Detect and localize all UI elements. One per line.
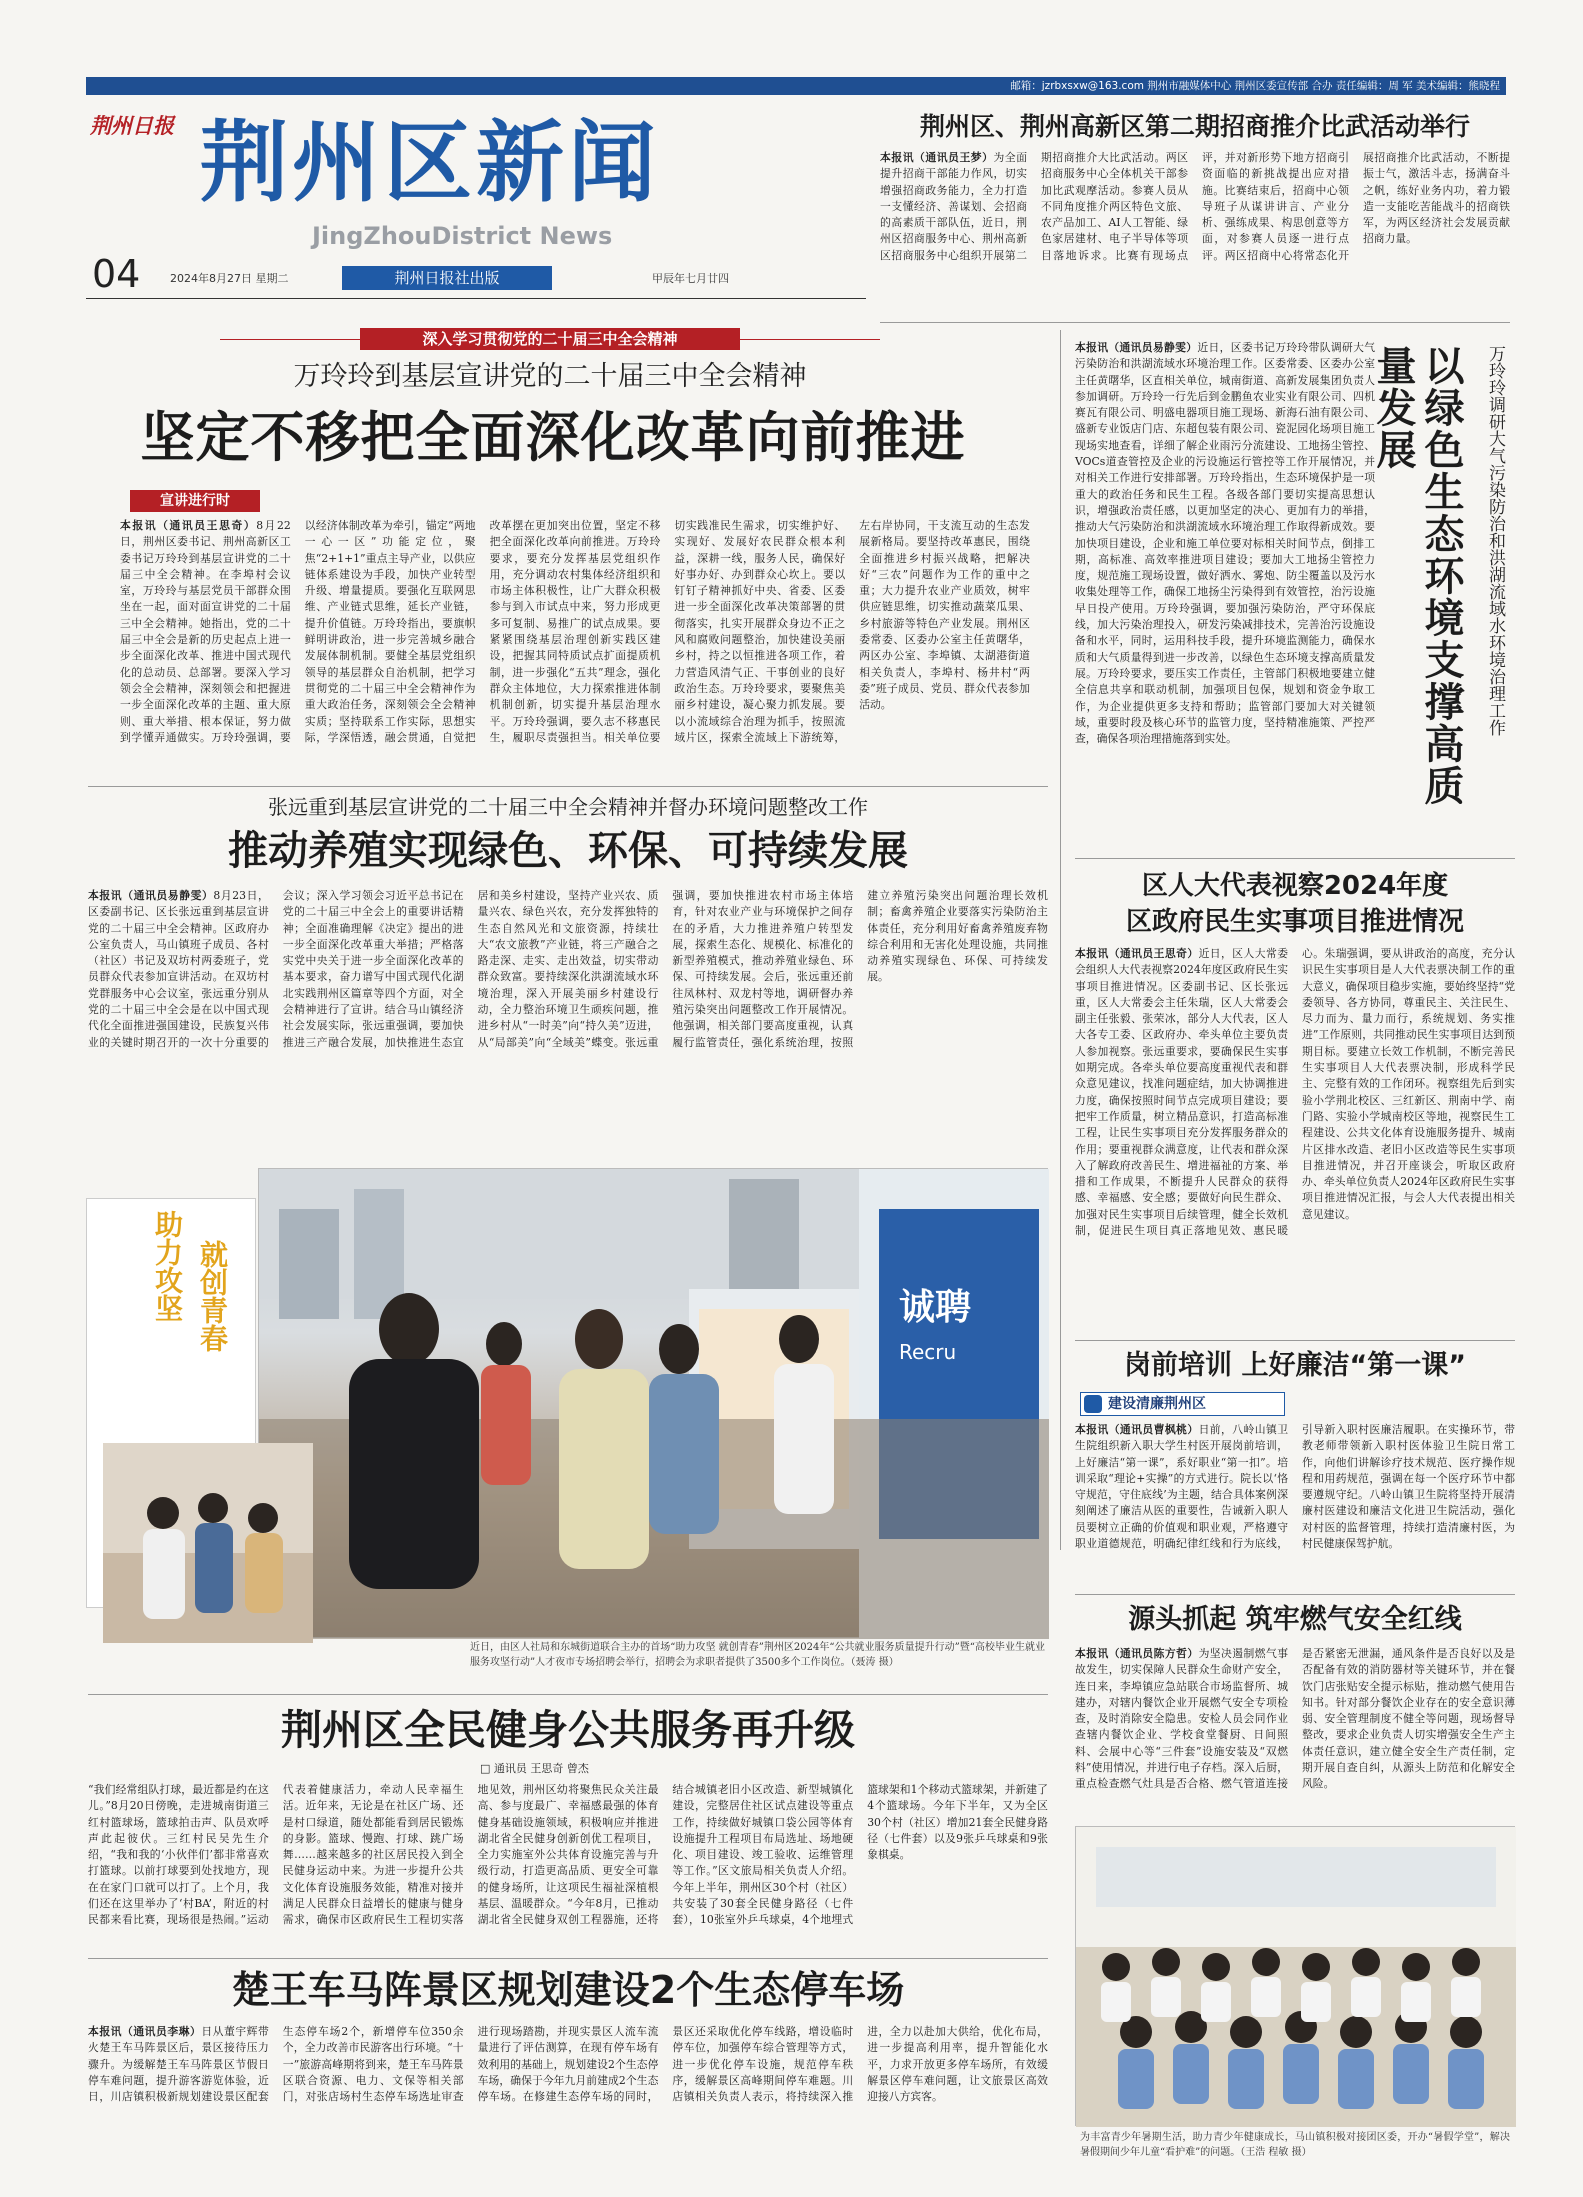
zhang-headline: 推动养殖实现绿色、环保、可持续发展 — [228, 828, 908, 874]
top-right-rule — [880, 322, 1510, 323]
fitness-body: “我们经常组队打球，最近都是约在这儿。”8月20日傍晚，走进城南街道三红村篮球场，篮球拍击声、队员欢呼声此起彼伏。三红村民吴先生介绍，“我和我的‘小伙伴们’都非常喜欢打篮球。以前打球要到处找地方，现在在家门口就可以打了。上个月，我们还在这里举办了‘村BA’，附近的村民都来看比赛，现场很是热闹。”运动代表着健康活力，牵动人民幸福生活。近年来，无论是在社区广场、还是村口绿道，随处都能看到居民锻炼的身影。篮球、慢跑、打球、跳广场舞……越来越多的社区居民投入到全民健身运动中来。为进一步提升公共文化体育设施服务效能，精准对接并满足人民群众日益增长的健康与健身需求，确保市区政府民生工程切实落地见效，荆州区幼将聚焦民众关注最高、参与度最广、幸福感最强的体育健身基础设施领域，积极响应并推进湖北省全民健身创新创优工程项目，全力实施室外公共体育设施完善与升级行动，打造更高品质、更安全可靠的健身场所，让这项民生福祉深植根基层、温暖群众。“今年8月，已推动湖北省全民健身双创工程器施，还将结合城镇老旧小区改造、新型城镇化建设，完整居住社区试点建设等重点工作，持续做好城镇口袋公园等体育设施提升工程项目布局选址、场地硬化、项目建设、竣工验收、运维管理等工作。”区文旅局相关负责人介绍。今年上半年，荆州区30个村（社区）共安装了30套全民健身路径（七件套），10张室外乒乓球桌，4个地埋式篮球架和1个移动式篮球架，并新建了4个篮球场。今年下半年，又为全区30个村（社区）增加21套全民健身路径（七件套）以及9张乒乓球桌和9张象棋桌。 — [88, 1783, 1048, 1927]
fitness-top-rule — [88, 1694, 1048, 1695]
gas-body: 本报讯（通讯员陈方哲）为坚决遏制燃气事故发生，切实保障人民群众生命财产安全，连日来，李埠镇应急站联合市场监督所、城建办，对辖内餐饮企业开展燃气安全专项检查，及时消除安全隐患。安检人员会同作业查辖内餐饮企业、学校食堂餐厨、日间照料、会展中心等“三件套”设施安装及“双燃料”使用情况，并进行电子存档。深入后厨，重点检查燃气灶具是否合格、燃气管道连接是否紧密无泄漏，通风条件是否良好以及是否配备有效的消防器材等关键环节，并在餐饮门店张贴安全提示标贴，推动燃气使用告知书。针对部分餐饮企业存在的安全意识薄弱、安全管理制度不健全等问题，现场督导整改，要求企业负责人切实增强安全生产主体责任意识，建立健全安全生产责任制，定期开展自查自纠，从源头上防范和化解安全风险。 — [1075, 1647, 1515, 1791]
clean-column-icon — [1084, 1395, 1102, 1413]
job-fair-scene — [259, 1169, 1049, 1639]
job-fair-photo — [258, 1168, 1048, 1638]
masthead-title: 荆州区新闻 — [200, 110, 661, 214]
npc-headline-2: 区政府民生实事项目推进情况 — [1125, 907, 1464, 937]
gas-headline: 源头抓起 筑牢燃气安全红线 — [1128, 1604, 1462, 1635]
npc-headline-1: 区人大代表视察2024年度 — [1141, 871, 1449, 901]
zhang-subhead: 张远重到基层宣讲党的二十届三中全会精神并督办环境问题整改工作 — [268, 795, 868, 819]
masthead-rule — [86, 298, 866, 299]
issue-date: 2024年8月27日 星期二 — [170, 272, 289, 285]
lead-body: 本报讯（通讯员王思奇）8月22日，荆州区委书记、荆州高新区工委书记万玲玲到基层宣讲党的二十届三中全会精神。在李埠村会议室，万玲玲与基层党员干部群众围坐在一起，面对面宣讲党的二十届三中全会精神。她指出，党的二十届三中全会是新的历史起点上进一步全面深化改革、推进中国式现代化的总动员、总部署。要深入学习领会全会精神，深刻领会和把握进一步全面深化改革的主题、重大原则、重大举措、根本保证，努力做到学懂弄通做实。万玲玲强调，要以经济体制改革为牵引，锚定“两地一心一区”功能定位，聚焦“2+1+1”重点主导产业，以供应链体系建设为手段，加快产业转型升级、增量提质。要强化互联网思维、产业链式思维，延长产业链，提升价值链。万玲玲指出，要旗帜鲜明讲政治，进一步完善城乡融合发展体制机制。要健全基层党组织领导的基层群众自治机制，把学习贯彻党的二十届三中全会精神作为重大政治任务，深刻领会全会精神实质；坚持联系工作实际，思想实际，学深悟透，融会贯通，自觉把改革摆在更加突出位置，坚定不移把全面深化改革向前推进。万玲玲要求，要充分发挥基层党组织作用，充分调动农村集体经济组织和市场主体积极性，让广大群众积极参与到入市试点中来，努力形成更多可复制、易推广的试点成果。要紧紧围绕基层治理创新实践区建设，把握其同特质试点扩面提质机制，进一步强化“五共”理念，强化群众主体地位，大力探索推进体制机制创新，切实提升基层治理水平。万玲玲强调，要久志不移惠民生，履职尽责强担当。相关单位要切实践准民生需求，切实维护好、实现好、发展好农民群众根本利益，深耕一线，服务人民，确保好好事办好、办到群众心坎上。要以钉钉子精神抓好中央、省委、区委进一步全面深化改革决策部署的贯彻落实，扎实开展群众身边不正之风和腐败问题整治，加快建设美丽乡村，持之以恒推进各项工作，着力营造风清气正、干事创业的良好政治生态。万玲玲要求，要聚焦美丽乡村建设，凝心聚力抓发展。要以小流域综合治理为抓手，按照流域片区，探索全流域上下游统筹，左右岸协同，干支流互动的生态发展新格局。要坚持改革惠民，围绕全面推进乡村振兴战略，把解决好“三农”问题作为工作的重中之重；大力提升农业产业质效，树牢供应链思维，切实推动蔬菜瓜果、乡村旅游等特色产业发展。荆州区委常委、区委办公室主任黄曙华，两区办公室、李埠镇、太湖港街道相关负责人，李埠村、杨井村“两委”班子成员、党员、群众代表参加活动。 — [120, 519, 1030, 744]
kicker-rule-left — [220, 339, 360, 340]
recruit-banner-text-2: Recru — [899, 1340, 957, 1364]
env-headline: 以绿色生态环境支撑高质量发展 — [1370, 345, 1464, 807]
publisher-text: 荆州日报社出版 — [394, 269, 500, 287]
summer-school-caption — [1080, 2130, 1510, 2178]
fitness-headline: 荆州区全民健身公共服务再升级 — [281, 1706, 855, 1754]
clean-body: 本报讯（通讯员曹枫桃）日前，八岭山镇卫生院组织新入职大学生村医开展岗前培训，上好廉洁“第一课”，系好职业“第一扣”。培训采取“理论+实操”的方式进行。院长以‘恪守规范，守住底线’为主题，结合具体案例深刻阐述了廉洁从医的重要性，告诫新入职人员要树立正确的价值观和职业观，严格遵守职业道德规范，明确纪律红线和行为底线，引导新入职村医廉洁履职。在实操环节，带教老师带领新入职村医体验卫生院日常工作，向他们讲解诊疗技术规范、医疗操作规程和用药规范，强调在每一个医疗环节中都要遵规守纪。八岭山镇卫生院将坚持开展清廉村医建设和廉洁文化进卫生院活动，强化对村医的监督管理，持续打造清廉村医，为村民健康保驾护航。 — [1075, 1423, 1515, 1551]
zhang-top-rule — [88, 786, 1048, 787]
job-fair-inset-photo — [100, 1440, 310, 1640]
lead-tag: 宣讲进行时 — [130, 490, 260, 512]
clean-column-label: 建设清廉荆州区 — [1108, 1396, 1206, 1412]
summer-school-scene — [1076, 1827, 1516, 2127]
masthead-subtitle: JingZhouDistrict News — [312, 222, 613, 250]
clean-headline: 岗前培训 上好廉洁“第一课” — [1124, 1350, 1466, 1381]
summer-school-caption-text: 为丰富青少年暑期生活，助力青少年健康成长，马山镇积极对接团区委，开办“暑假学堂”，解决暑假期间少年儿童“看护难”的问题。 — [1080, 2132, 1510, 2158]
lead-headline: 坚定不移把全面深化改革向前推进 — [140, 406, 966, 469]
recruit-banner-text: 诚聘 — [899, 1287, 972, 1328]
job-fair-caption — [470, 1640, 1045, 1690]
top-contact-text: 邮箱：jzrbxsxw@163.com 荆州市融媒体中心 荆州区委宣传部 合办 责任编辑：周 军 美术编辑：熊晓程 — [1010, 80, 1500, 92]
masthead-logo: 荆州日报 — [90, 113, 174, 138]
lead-subhead: 万玲玲到基层宣讲党的二十届三中全会精神 — [293, 361, 807, 392]
npc-body: 本报讯（通讯员王思奇）近日，区人大常委会组织人大代表视察2024年度区政府民生实事项目推进情况。区委副书记、区长张远重，区人大常委会主任朱瑞，区人大常委会副主任张毅、张荣冰，部分人大代表，区人大各专工委、区政府办、牵头单位主要负责人参加视察。张远重要求，要确保民生实事如期完成。各牵头单位要高度重视代表和群众意见建议，找准问题症结，加大协调推进力度，确保按照时间节点完成项目建设；要把牢工作质量，树立精品意识，打造高标准工程，让民生实事项目充分发挥服务群众的作用；要重视群众满意度，让代表和群众深入了解政府改善民生、增进福祉的方案、举措和工作成果，不断提升人民群众的获得感、幸福感、安全感；要做好向民生群众、加强对民生实事项目后续管理，健全长效机制，促进民生项目真正落地见效、惠民暖心。朱瑞强调，要从讲政治的高度，充分认识民生实事项目是人大代表票决制工作的重大意义，确保项目稳步实施，要始终坚持“党委领导、各方协同，尊重民主、关注民生、尽力而为、量力而行，系统规划、务实推进”工作原则，共同推动民生实事项目达到预期目标。要建立长效工作机制，不断完善民生实事项目人大代表票决制，形成科学民主、完整有效的工作闭环。视察组先后到实验小学荆北校区、三红新区、荆南中学、南门路、实验小学城南校区等地，视察民生工程建设、公共文化体育设施服务提升、城南片区排水改造、老旧小区改造等民生实事项目推进情况，并召开座谈会，听取区政府办、牵头单位负责人2024年区政府民生实事项目推进情况汇报，与会人大代表提出相关意见建议。 — [1075, 947, 1515, 1238]
fitness-byline: □ 通讯员 王思奇 曾杰 — [480, 1762, 589, 1775]
photo-slogan-b: 助力攻坚 — [151, 1210, 184, 1322]
top-right-body: 本报讯（通讯员王梦）为全面提升招商干部能力作风，切实增强招商政务能力，全力打造一支懂经济、善谋划、会招商的高素质干部队伍，近日，荆州区招商服务中心、荆州高新区招商服务中心组织开展第二期招商推介大比武活动。两区招商服务中心全体机关干部参加比武观摩活动。参赛人员从不同角度推介两区特色文旅、农产品加工、AI人工智能、绿色家居建材、电子半导体等项目落地诉求。比赛有现场点评，并对新形势下地方招商引资面临的新挑战提出应对措施。比赛结束后，招商中心领导班子从谋讲讲言、产业分析、强练成果、构思创意等方面，对参赛人员逐一进行点评。两区招商中心将常态化开展招商推介比武活动，不断提振士气，激活斗志，扬满奋斗之帆，练好业务内功，着力锻造一支能吃苦能战斗的招商铁军，为两区经济社会发展贡献招商力量。 — [880, 151, 1510, 262]
top-right-headline: 荆州区、荆州高新区第二期招商推介比武活动举行 — [919, 112, 1470, 141]
job-fair-inset-scene — [103, 1443, 313, 1643]
env-column-rule — [1060, 330, 1061, 1550]
kicker-rule-right — [740, 339, 880, 340]
clean-top-rule — [1075, 1340, 1515, 1341]
photo-slogan-a: 就创青春 — [196, 1240, 229, 1352]
parking-body: 本报讯（通讯员李琳）日从董宇辉带火楚王车马阵景区后，景区接待压力骤升。为缓解楚王车马阵景区节假日停车难问题，提升游客游览体验，近日，川店镇积极新规划建设景区配套生态停车场2个，新增停车位350余个，全力改善市民游客出行环境。“十一”旅游高峰期将到来，楚王车马阵景区联合资源、电力、文保等相关部门，对张店场村生态停车场选址审查进行现场踏勘，并现实景区人流车流量进行了评估测算，在现有停车场有效利用的基础上，规划建设2个生态停车场，确保于今年九月前建成2个生态停车场。在修建生态停车场的同时，景区还采取优化停车线路，增设临时停车位，加强停车综合管理等方式，进一步优化停车设施，规范停车秩序，缓解景区高峰期间停车难题。川店镇相关负责人表示，将持续深入推进，全力以赴加大供给，优化布局，进一步提高利用率，提升智能化水平，力求开放更多停车场所，有效缓解景区停车难问题，让文旅景区高效迎接八方宾客。 — [88, 2025, 1048, 2104]
page-number: 04 — [92, 252, 141, 296]
job-fair-caption-text: 近日，由区人社局和东城街道联合主办的首场“助力攻坚 就创青春”荆州区2024年“公共就业服务质量提升行动”暨“高校毕业生就业服务攻坚行动”人才夜市专场招聘会举行，招聘会为求职者提供了3500多个工作岗位。 — [470, 1642, 1045, 1668]
env-body: 本报讯（通讯员易静雯）近日，区委书记万玲玲带队调研大气污染防治和洪湖流域水环境治理工作。区委常委、区委办公室主任黄曙华，区直相关单位，城南街道、高新发展集团负责人参加调研。万玲玲一行先后到金鹏鱼农业实业有限公司、四机赛瓦有限公司、明盛电器项目施工现场、新海石油有限公司、盛新专业饭店门店、东超包装有限公司、瓷泥园化场项目施工现场实地查看，详细了解企业雨污分流建设、工地扬尘管控、VOCs道查管控及企业的污设施运行管控等工作开展情况，并对相关工作进行安排部署。万玲玲指出，生态环境保护是一项重大的政治任务和民生工程。各级各部门要切实提高思想认识，增强政治责任感，以更加坚定的决心、更加有力的举措，推动大气污染防治和洪湖流域水环境治理工作取得新成效。要加快项目建设，企业和施工单位要对标相关时间节点，倒排工期，高标准、高效率推进项目建设；要加大工地扬尘管控力度，规范施工现场设置，做好洒水、雾炮、防尘覆盖以及污水收集处理等工作，确保工地扬尘污染得到有效管控，治污设施早日投产使用。万玲玲强调，要加强污染防治，严守环保底线，加大污染治理投入，研发污染减排技术，完善治污设施设备和水平，同时，运用科技手段，提升环境监测能力，确保水质和大气质量得到进一步改善，以绿色生态环境支撑高质量发展。万玲玲要求，要压实工作责任，主管部门积极地要建立健全信息共享和联动机制，加强项目包保，规划和资金争取工作，为企业提供更多支持和帮助；监管部门要加大对关键领域，重要时段及核心环节的监管力度，坚持精准施策、严控严查，确保各项治理措施落到实处。 — [1075, 341, 1376, 746]
gas-top-rule — [1075, 1594, 1515, 1595]
parking-top-rule — [88, 1958, 1048, 1959]
zhang-body: 本报讯（通讯员易静雯）8月23日，区委副书记、区长张远重到基层宣讲党的二十届三中全会精神。区政府办公室负责人，马山镇班子成员、各村（社区）书记及双坊村两委班子，党员群众代表参加宣讲活动。在双坊村党群服务中心会议室，张远重分别从党的二十届三中全会是在以中国式现代化全面推进强国建设，民族复兴伟业的关键时期召开的一次十分重要的会议；深入学习领会习近平总书记在党的二十届三中全会上的重要讲话精神；全面准确理解《决定》提出的进一步全面深化改革重大举措；严格落实党中央关于进一步全面深化改革的基本要求，奋力谱写中国式现代化湖北实践荆州区篇章等四个方面，对全会精神进行了宣讲。结合马山镇经济社会发展实际，张远重强调，要加快推进三产融合发展，加快推进生态宜居和美乡村建设，坚持产业兴农、质量兴农、绿色兴农，充分发挥独特的生态自然风光和文旅资源，持续壮大“农文旅教”产业链，将三产融合之路走深、走实、走出效益，切实带动群众致富。要持续深化洪湖流域水环境治理，深入开展美丽乡村建设行动，全力整治环境卫生顽疾问题，推进乡村从“一时美”向“持久美”迈进，从“局部美”向“全域美”蝶变。张远重强调，要加快推进农村市场主体培育，针对农业产业与环境保护之间存在的矛盾，大力推进养殖户转型发展，探索生态化、规模化、标准化的新型养殖模式，推动养殖业绿色、环保、可持续发展。会后，张远重还前往凤林村、双龙村等地，调研督办养殖污染突出问题整改工作开展情况。他强调，相关部门要高度重视，认真履行监管责任，强化系统治理，按照建立养殖污染突出问题治理长效机制；畜禽养殖企业要落实污染防治主体责任，充分利用好畜禽养殖废弃物综合利用和无害化处理设施，共同推动养殖实现绿色、环保、可持续发展。 — [88, 889, 1048, 1049]
job-fair-caption-credit: （聂涛 摄） — [850, 1657, 899, 1668]
npc-top-rule — [1075, 858, 1515, 859]
lunar-date: 甲辰年七月廿四 — [652, 272, 729, 285]
summer-school-photo — [1075, 1826, 1515, 2126]
summer-school-caption-credit: （王浩 程敏 摄） — [1240, 2147, 1312, 2158]
kicker-text: 深入学习贯彻党的二十届三中全会精神 — [422, 330, 678, 348]
parking-headline: 楚王车马阵景区规划建设2个生态停车场 — [231, 1968, 905, 2012]
env-subhead: 万玲玲调研大气污染防治和洪湖流域水环境治理工作 — [1485, 345, 1505, 736]
